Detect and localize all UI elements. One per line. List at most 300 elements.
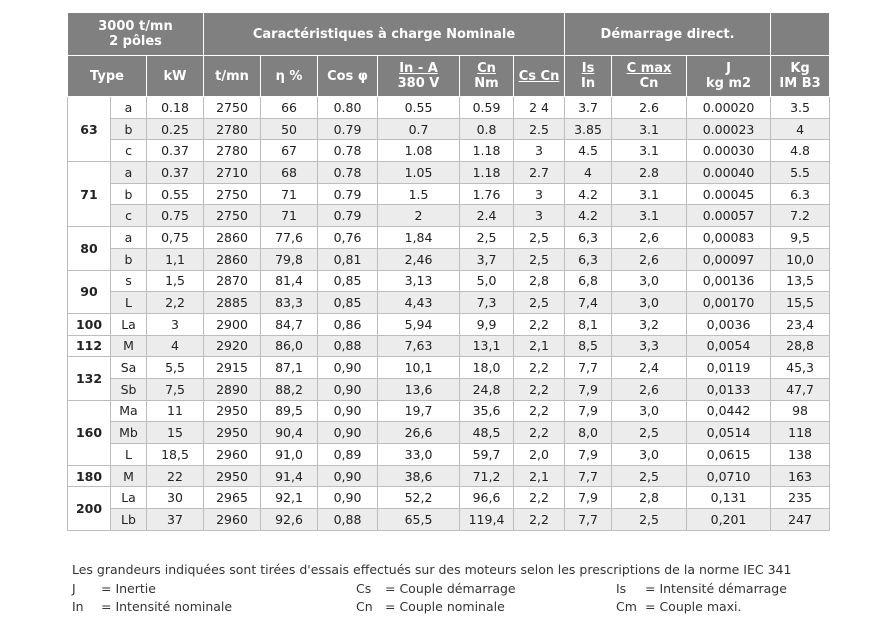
legend-symbol: Cn — [356, 599, 373, 614]
cell-eta: 87,1 — [261, 357, 318, 379]
blank-header — [771, 13, 830, 56]
cell-cm: 3.1 — [612, 140, 687, 162]
cell-cn: 59,7 — [460, 444, 514, 466]
cell-in: 1,84 — [378, 227, 460, 249]
cell-in: 0.7 — [378, 118, 460, 140]
cell-tmn: 2920 — [204, 335, 261, 357]
cell-j: 0,0133 — [687, 378, 771, 400]
frame-size-cell: 200 — [68, 487, 111, 530]
cell-cos: 0,90 — [318, 400, 378, 422]
table-row — [68, 140, 830, 162]
variant-cell: b — [111, 183, 147, 205]
cell-cm: 2,6 — [612, 227, 687, 249]
variant-cell: b — [111, 248, 147, 270]
cell-tmn: 2710 — [204, 162, 261, 184]
cell-tmn: 2870 — [204, 270, 261, 292]
cell-cs: 2,2 — [514, 400, 565, 422]
table-row — [68, 444, 830, 466]
cell-kg: 9,5 — [771, 227, 830, 249]
cell-tmn: 2965 — [204, 487, 261, 509]
frame-size-cell: 71 — [68, 162, 111, 227]
cell-eta: 88,2 — [261, 378, 318, 400]
cell-cn: 7,3 — [460, 292, 514, 314]
cell-kw: 30 — [147, 487, 204, 509]
cell-tmn: 2950 — [204, 400, 261, 422]
cell-kw: 1,5 — [147, 270, 204, 292]
cell-cn: 18,0 — [460, 357, 514, 379]
cell-kw: 2,2 — [147, 292, 204, 314]
table-row — [68, 205, 830, 227]
cell-kw: 4 — [147, 335, 204, 357]
cell-j: 0.00057 — [687, 205, 771, 227]
cell-is: 4.2 — [565, 205, 612, 227]
cell-cn: 71,2 — [460, 465, 514, 487]
cell-kg: 45,3 — [771, 357, 830, 379]
frame-size-cell: 90 — [68, 270, 111, 313]
speed-header — [68, 13, 204, 56]
variant-cell: L — [111, 292, 147, 314]
variant-cell: Mb — [111, 422, 147, 444]
variant-cell: La — [111, 487, 147, 509]
cell-cos: 0,76 — [318, 227, 378, 249]
table-row — [68, 400, 830, 422]
cell-cn: 1.18 — [460, 162, 514, 184]
cell-cs: 2,5 — [514, 227, 565, 249]
col-kg: Kg IM B3 — [771, 56, 830, 97]
cell-cn: 0.8 — [460, 118, 514, 140]
cell-tmn: 2860 — [204, 248, 261, 270]
cell-is: 6,3 — [565, 227, 612, 249]
variant-cell: s — [111, 270, 147, 292]
cell-tmn: 2960 — [204, 509, 261, 531]
cell-kg: 15,5 — [771, 292, 830, 314]
cell-cs: 2,1 — [514, 335, 565, 357]
cell-eta: 50 — [261, 118, 318, 140]
cell-in: 7,63 — [378, 335, 460, 357]
cell-cs: 3 — [514, 205, 565, 227]
legend-text: = Intensité démarrage — [645, 580, 787, 596]
cell-j: 0,131 — [687, 487, 771, 509]
cell-in: 2,46 — [378, 248, 460, 270]
table-row — [68, 465, 830, 487]
cell-in: 13,6 — [378, 378, 460, 400]
cell-is: 7,7 — [565, 357, 612, 379]
cell-cm: 3,0 — [612, 400, 687, 422]
frame-size-cell: 100 — [68, 313, 111, 335]
variant-cell: a — [111, 162, 147, 184]
cell-in: 0.55 — [378, 97, 460, 119]
legend-text: = Inertie — [101, 580, 156, 596]
cell-kg: 4 — [771, 118, 830, 140]
cell-cos: 0.79 — [318, 183, 378, 205]
cell-kw: 1,1 — [147, 248, 204, 270]
nominal-header: Caractéristiques à charge Nominale — [204, 13, 565, 56]
cell-eta: 89,5 — [261, 400, 318, 422]
cell-cm: 2,6 — [612, 248, 687, 270]
cell-cm: 3,0 — [612, 292, 687, 314]
cell-kg: 28,8 — [771, 335, 830, 357]
cell-cos: 0.79 — [318, 118, 378, 140]
cell-j: 0,00170 — [687, 292, 771, 314]
cell-cs: 3 — [514, 140, 565, 162]
variant-cell: Lb — [111, 509, 147, 531]
cell-is: 8,0 — [565, 422, 612, 444]
cell-tmn: 2780 — [204, 140, 261, 162]
frame-size-cell: 80 — [68, 227, 111, 270]
cell-j: 0,0036 — [687, 313, 771, 335]
cell-eta: 91,0 — [261, 444, 318, 466]
cell-in: 4,43 — [378, 292, 460, 314]
cell-cs: 2,5 — [514, 292, 565, 314]
cell-kw: 0.75 — [147, 205, 204, 227]
motor-spec-table-container — [67, 12, 821, 531]
cell-cos: 0,90 — [318, 465, 378, 487]
cell-cos: 0,88 — [318, 335, 378, 357]
variant-cell: L — [111, 444, 147, 466]
cell-tmn: 2950 — [204, 465, 261, 487]
cell-cm: 2,5 — [612, 422, 687, 444]
table-row — [68, 335, 830, 357]
cell-cos: 0,88 — [318, 509, 378, 531]
cell-cs: 2,0 — [514, 444, 565, 466]
table-row — [68, 292, 830, 314]
legend-symbol: Is — [616, 580, 627, 596]
cell-is: 3.7 — [565, 97, 612, 119]
cell-j: 0.00023 — [687, 118, 771, 140]
cell-cn: 9,9 — [460, 313, 514, 335]
cell-cs: 2.5 — [514, 118, 565, 140]
cell-cos: 0,81 — [318, 248, 378, 270]
cell-j: 0.00020 — [687, 97, 771, 119]
cell-kw: 7,5 — [147, 378, 204, 400]
cell-cm: 3,0 — [612, 270, 687, 292]
table-row — [68, 378, 830, 400]
cell-kw: 0.37 — [147, 140, 204, 162]
cell-cm: 2,5 — [612, 509, 687, 531]
cell-in: 2 — [378, 205, 460, 227]
cell-cn: 1.76 — [460, 183, 514, 205]
cell-cs: 2,2 — [514, 422, 565, 444]
cell-cn: 1.18 — [460, 140, 514, 162]
cell-kg: 118 — [771, 422, 830, 444]
cell-cm: 3,3 — [612, 335, 687, 357]
cell-kg: 47,7 — [771, 378, 830, 400]
table-row — [68, 227, 830, 249]
cell-tmn: 2750 — [204, 97, 261, 119]
legend-text: = Couple démarrage — [385, 580, 516, 596]
cell-cs: 3 — [514, 183, 565, 205]
cell-cm: 2,5 — [612, 465, 687, 487]
cell-in: 1.05 — [378, 162, 460, 184]
legend-text: = Couple maxi. — [645, 599, 742, 614]
cell-in: 38,6 — [378, 465, 460, 487]
poles-label: 2 pôles — [109, 34, 162, 49]
col-cscn: Cs Cn — [514, 56, 565, 97]
cell-kg: 247 — [771, 509, 830, 531]
cell-j: 0,201 — [687, 509, 771, 531]
variant-cell: Sa — [111, 357, 147, 379]
cell-j: 0,0710 — [687, 465, 771, 487]
cell-cn: 0.59 — [460, 97, 514, 119]
cell-kw: 22 — [147, 465, 204, 487]
cell-kw: 3 — [147, 313, 204, 335]
cell-eta: 68 — [261, 162, 318, 184]
cell-is: 6,3 — [565, 248, 612, 270]
cell-cos: 0,85 — [318, 270, 378, 292]
cell-is: 6,8 — [565, 270, 612, 292]
cell-eta: 90,4 — [261, 422, 318, 444]
cell-is: 7,9 — [565, 400, 612, 422]
cell-cos: 0,90 — [318, 378, 378, 400]
table-row — [68, 509, 830, 531]
col-type: Type — [68, 56, 147, 97]
cell-eta: 77,6 — [261, 227, 318, 249]
cell-cos: 0,90 — [318, 422, 378, 444]
table-row — [68, 422, 830, 444]
cell-cs: 2,8 — [514, 270, 565, 292]
cell-cos: 0,86 — [318, 313, 378, 335]
col-eta: η % — [261, 56, 318, 97]
cell-eta: 66 — [261, 97, 318, 119]
legend-symbol: In — [72, 599, 84, 614]
cell-cs: 2,2 — [514, 509, 565, 531]
col-kw: kW — [147, 56, 204, 97]
cell-cos: 0,90 — [318, 487, 378, 509]
cell-j: 0,0054 — [687, 335, 771, 357]
cell-is: 3.85 — [565, 118, 612, 140]
cell-cos: 0.78 — [318, 140, 378, 162]
variant-cell: c — [111, 140, 147, 162]
cell-cm: 3,0 — [612, 444, 687, 466]
cell-cm: 3.1 — [612, 118, 687, 140]
cell-cs: 2,5 — [514, 248, 565, 270]
cell-eta: 92,6 — [261, 509, 318, 531]
cell-eta: 71 — [261, 205, 318, 227]
cell-is: 8,5 — [565, 335, 612, 357]
col-cn: Cn Nm — [460, 56, 514, 97]
frame-size-cell: 112 — [68, 335, 111, 357]
cell-kw: 0.55 — [147, 183, 204, 205]
cell-in: 65,5 — [378, 509, 460, 531]
cell-kg: 6.3 — [771, 183, 830, 205]
cell-is: 8,1 — [565, 313, 612, 335]
cell-kg: 138 — [771, 444, 830, 466]
cell-is: 4.2 — [565, 183, 612, 205]
cell-kg: 13,5 — [771, 270, 830, 292]
variant-cell: M — [111, 335, 147, 357]
frame-size-cell: 160 — [68, 400, 111, 465]
legend-text: = Intensité nominale — [101, 599, 233, 614]
table-row — [68, 270, 830, 292]
cell-cm: 2,4 — [612, 357, 687, 379]
cell-in: 3,13 — [378, 270, 460, 292]
frame-size-cell: 63 — [68, 97, 111, 162]
cell-eta: 91,4 — [261, 465, 318, 487]
frame-size-cell: 132 — [68, 357, 111, 400]
cell-cm: 3.1 — [612, 183, 687, 205]
cell-cn: 13,1 — [460, 335, 514, 357]
cell-cm: 2.6 — [612, 97, 687, 119]
footnotes — [67, 561, 847, 617]
cell-is: 7,9 — [565, 444, 612, 466]
cell-kw: 37 — [147, 509, 204, 531]
cell-cs: 2,2 — [514, 313, 565, 335]
table-row — [68, 97, 830, 119]
cell-kw: 15 — [147, 422, 204, 444]
legend-symbol: J — [72, 580, 76, 596]
cell-cn: 48,5 — [460, 422, 514, 444]
cell-cs: 2,2 — [514, 378, 565, 400]
cell-in: 52,2 — [378, 487, 460, 509]
cell-is: 7,7 — [565, 509, 612, 531]
cell-eta: 86,0 — [261, 335, 318, 357]
cell-cs: 2,1 — [514, 465, 565, 487]
frame-size-cell: 180 — [68, 465, 111, 487]
cell-eta: 83,3 — [261, 292, 318, 314]
table-row — [68, 487, 830, 509]
cell-cn: 35,6 — [460, 400, 514, 422]
cell-in: 10,1 — [378, 357, 460, 379]
cell-cm: 2,6 — [612, 378, 687, 400]
cell-kw: 0,75 — [147, 227, 204, 249]
speed-label: 3000 t/mn — [98, 19, 173, 34]
cell-cos: 0,90 — [318, 357, 378, 379]
cell-is: 7,7 — [565, 465, 612, 487]
col-cmax: C max Cn — [612, 56, 687, 97]
cell-eta: 81,4 — [261, 270, 318, 292]
cell-kw: 0.37 — [147, 162, 204, 184]
cell-kw: 18,5 — [147, 444, 204, 466]
variant-cell: Sb — [111, 378, 147, 400]
cell-kg: 10,0 — [771, 248, 830, 270]
cell-in: 33,0 — [378, 444, 460, 466]
cell-j: 0,0514 — [687, 422, 771, 444]
variant-cell: a — [111, 227, 147, 249]
cell-j: 0,00083 — [687, 227, 771, 249]
cell-cm: 2,8 — [612, 487, 687, 509]
cell-cn: 2.4 — [460, 205, 514, 227]
cell-in: 26,6 — [378, 422, 460, 444]
cell-eta: 71 — [261, 183, 318, 205]
cell-cos: 0.80 — [318, 97, 378, 119]
variant-cell: Ma — [111, 400, 147, 422]
motor-spec-table — [67, 12, 830, 531]
cell-cn: 96,6 — [460, 487, 514, 509]
cell-kg: 163 — [771, 465, 830, 487]
cell-is: 7,9 — [565, 487, 612, 509]
cell-kg: 5.5 — [771, 162, 830, 184]
cell-j: 0,0119 — [687, 357, 771, 379]
cell-in: 19,7 — [378, 400, 460, 422]
cell-is: 4 — [565, 162, 612, 184]
cell-cos: 0,85 — [318, 292, 378, 314]
cell-eta: 84,7 — [261, 313, 318, 335]
table-row — [68, 248, 830, 270]
cell-j: 0.00030 — [687, 140, 771, 162]
cell-cs: 2,2 — [514, 357, 565, 379]
cell-kw: 0.25 — [147, 118, 204, 140]
cell-tmn: 2860 — [204, 227, 261, 249]
table-row — [68, 162, 830, 184]
cell-in: 5,94 — [378, 313, 460, 335]
cell-kw: 0.18 — [147, 97, 204, 119]
col-isin: Is In — [565, 56, 612, 97]
cell-cn: 2,5 — [460, 227, 514, 249]
legend-symbol: Cm — [616, 599, 637, 614]
cell-kg: 23,4 — [771, 313, 830, 335]
table-body — [68, 97, 830, 531]
cell-cm: 3.1 — [612, 205, 687, 227]
cell-tmn: 2890 — [204, 378, 261, 400]
cell-cn: 119,4 — [460, 509, 514, 531]
col-in: In - A 380 V — [378, 56, 460, 97]
variant-cell: b — [111, 118, 147, 140]
variant-cell: M — [111, 465, 147, 487]
cell-kg: 4.8 — [771, 140, 830, 162]
col-j: J kg m2 — [687, 56, 771, 97]
table-row — [68, 313, 830, 335]
table-header — [68, 13, 830, 97]
cell-tmn: 2780 — [204, 118, 261, 140]
cell-cn: 24,8 — [460, 378, 514, 400]
variant-cell: c — [111, 205, 147, 227]
cell-j: 0.00040 — [687, 162, 771, 184]
cell-is: 7,9 — [565, 378, 612, 400]
table-row — [68, 183, 830, 205]
cell-tmn: 2900 — [204, 313, 261, 335]
cell-kg: 3.5 — [771, 97, 830, 119]
cell-cm: 2.8 — [612, 162, 687, 184]
col-tmn: t/mn — [204, 56, 261, 97]
cell-tmn: 2950 — [204, 422, 261, 444]
cell-in: 1.5 — [378, 183, 460, 205]
cell-j: 0,0442 — [687, 400, 771, 422]
cell-cs: 2 4 — [514, 97, 565, 119]
cell-kw: 5,5 — [147, 357, 204, 379]
cell-tmn: 2915 — [204, 357, 261, 379]
cell-tmn: 2750 — [204, 205, 261, 227]
cell-kg: 235 — [771, 487, 830, 509]
legend-symbol: Cs — [356, 580, 372, 596]
variant-cell: a — [111, 97, 147, 119]
cell-j: 0.00045 — [687, 183, 771, 205]
cell-cn: 3,7 — [460, 248, 514, 270]
variant-cell: La — [111, 313, 147, 335]
cell-j: 0,00136 — [687, 270, 771, 292]
cell-j: 0,00097 — [687, 248, 771, 270]
cell-kg: 98 — [771, 400, 830, 422]
cell-cs: 2,2 — [514, 487, 565, 509]
cell-eta: 92,1 — [261, 487, 318, 509]
cell-cos: 0.79 — [318, 205, 378, 227]
cell-kw: 11 — [147, 400, 204, 422]
cell-tmn: 2960 — [204, 444, 261, 466]
cell-cs: 2.7 — [514, 162, 565, 184]
cell-cos: 0,89 — [318, 444, 378, 466]
cell-tmn: 2885 — [204, 292, 261, 314]
cell-kg: 7.2 — [771, 205, 830, 227]
norm-note: Les grandeurs indiquées sont tirées d'essais effectués sur des moteurs selon les prescriptions de la norme IEC 341 — [72, 562, 792, 577]
col-cos: Cos φ — [318, 56, 378, 97]
table-row — [68, 357, 830, 379]
cell-cn: 5,0 — [460, 270, 514, 292]
legend-text: = Couple nominale — [385, 599, 505, 614]
cell-tmn: 2750 — [204, 183, 261, 205]
cell-is: 4.5 — [565, 140, 612, 162]
table-row — [68, 118, 830, 140]
direct-start-header: Démarrage direct. — [565, 13, 771, 56]
cell-eta: 67 — [261, 140, 318, 162]
